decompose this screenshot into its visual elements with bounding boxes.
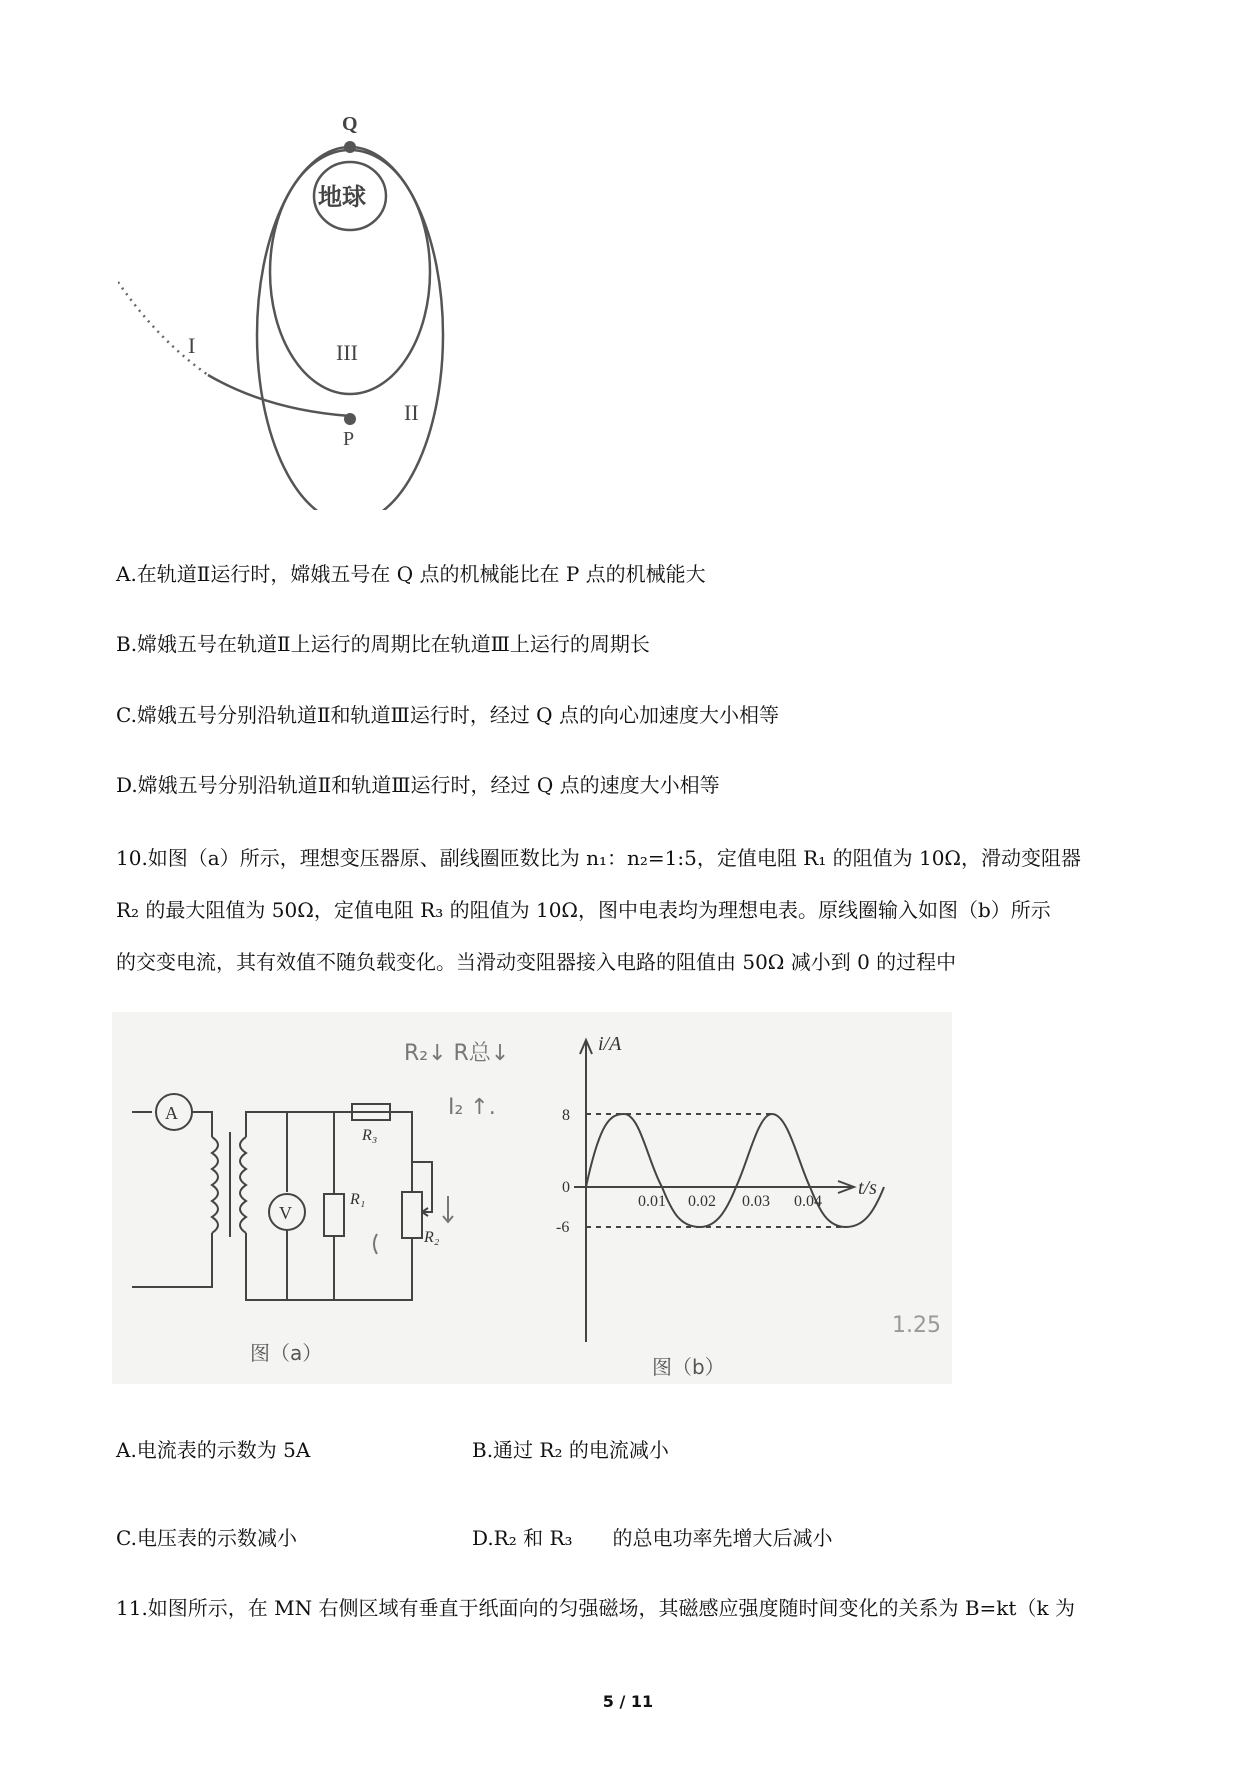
handwriting-number: 1.25 [892, 1313, 941, 1338]
r2-label: R₂ [424, 1229, 440, 1246]
label-P: P [343, 428, 355, 450]
graph-tick-002: 0.02 [688, 1193, 716, 1210]
q9-option-a: A.在轨道Ⅱ运行时，嫦娥五号在 Q 点的机械能比在 P 点的机械能大 [116, 562, 706, 586]
graph-y-axis-label: i/A [598, 1033, 622, 1055]
point-P [344, 413, 356, 425]
q10-option-d: D.R₂ 和 R₃ 的总电功率先增大后减小 [472, 1526, 833, 1550]
ammeter-label: A [165, 1103, 178, 1123]
q10-option-b: B.通过 R₂ 的电流减小 [472, 1438, 669, 1462]
label-III: III [336, 340, 358, 365]
current-vs-time-graph [574, 1040, 884, 1342]
label-I: I [188, 333, 196, 358]
q9-option-c: C.嫦娥五号分别沿轨道Ⅱ和轨道Ⅲ运行时，经过 Q 点的向心加速度大小相等 [116, 703, 779, 727]
graph-tick-0: 0 [562, 1179, 570, 1196]
orbit-diagram [118, 110, 498, 510]
q10-option-a: A.电流表的示数为 5A [116, 1438, 311, 1462]
orbit-I-dotted [118, 282, 208, 375]
q9-option-d: D.嫦娥五号分别沿轨道Ⅱ和轨道Ⅲ运行时，经过 Q 点的速度大小相等 [116, 773, 720, 797]
voltmeter-label: V [279, 1203, 292, 1223]
label-earth: 地球 [318, 183, 366, 211]
q10-line-3: 的交变电流，其有效值不随负载变化。当滑动变阻器接入电路的阻值由 50Ω 减小到 0 的过程中 [116, 950, 957, 974]
graph-tick-003: 0.03 [742, 1193, 770, 1210]
q10-stem [116, 832, 1152, 988]
q9-option-b: B.嫦娥五号在轨道Ⅱ上运行的周期比在轨道Ⅲ上运行的周期长 [116, 632, 650, 656]
q10-line-1: 10.如图（a）所示，理想变压器原、副线圈匝数比为 n₁：n₂=1:5，定值电阻 R₁ 的阻值为 10Ω，滑动变阻器 [116, 846, 1082, 870]
caption-a: 图（a） [250, 1341, 323, 1365]
handwriting-i2-up: I₂ ↑. [448, 1095, 496, 1120]
point-Q [344, 141, 356, 153]
graph-tick-8: 8 [562, 1107, 570, 1124]
page-number: 5 / 11 [602, 1692, 654, 1711]
label-II: II [404, 400, 419, 425]
graph-tick-neg6: -6 [556, 1219, 570, 1236]
orbit-I-solid [208, 375, 350, 416]
graph-tick-004: 0.04 [794, 1193, 822, 1210]
caption-b: 图（b） [652, 1355, 725, 1379]
circuit-and-graph-figure [112, 1012, 952, 1384]
q11-line-1: 11.如图所示，在 MN 右侧区域有垂直于纸面向的匀强磁场，其磁感应强度随时间变化的关系为 B=kt（k 为 [116, 1596, 1075, 1620]
graph-x-axis-label: t/s [858, 1177, 877, 1199]
r3-label: R₃ [362, 1127, 378, 1144]
r1-label: R₁ [350, 1191, 366, 1208]
graph-tick-001: 0.01 [638, 1193, 666, 1210]
handwriting-r-down: R₂↓ R总↓ [404, 1041, 510, 1066]
label-Q: Q [342, 113, 358, 135]
q10-option-c: C.电压表的示数减小 [116, 1526, 297, 1550]
q10-line-2: R₂ 的最大阻值为 50Ω，定值电阻 R₃ 的阻值为 10Ω，图中电表均为理想电表。原线圈输入如图（b）所示 [116, 898, 1051, 922]
